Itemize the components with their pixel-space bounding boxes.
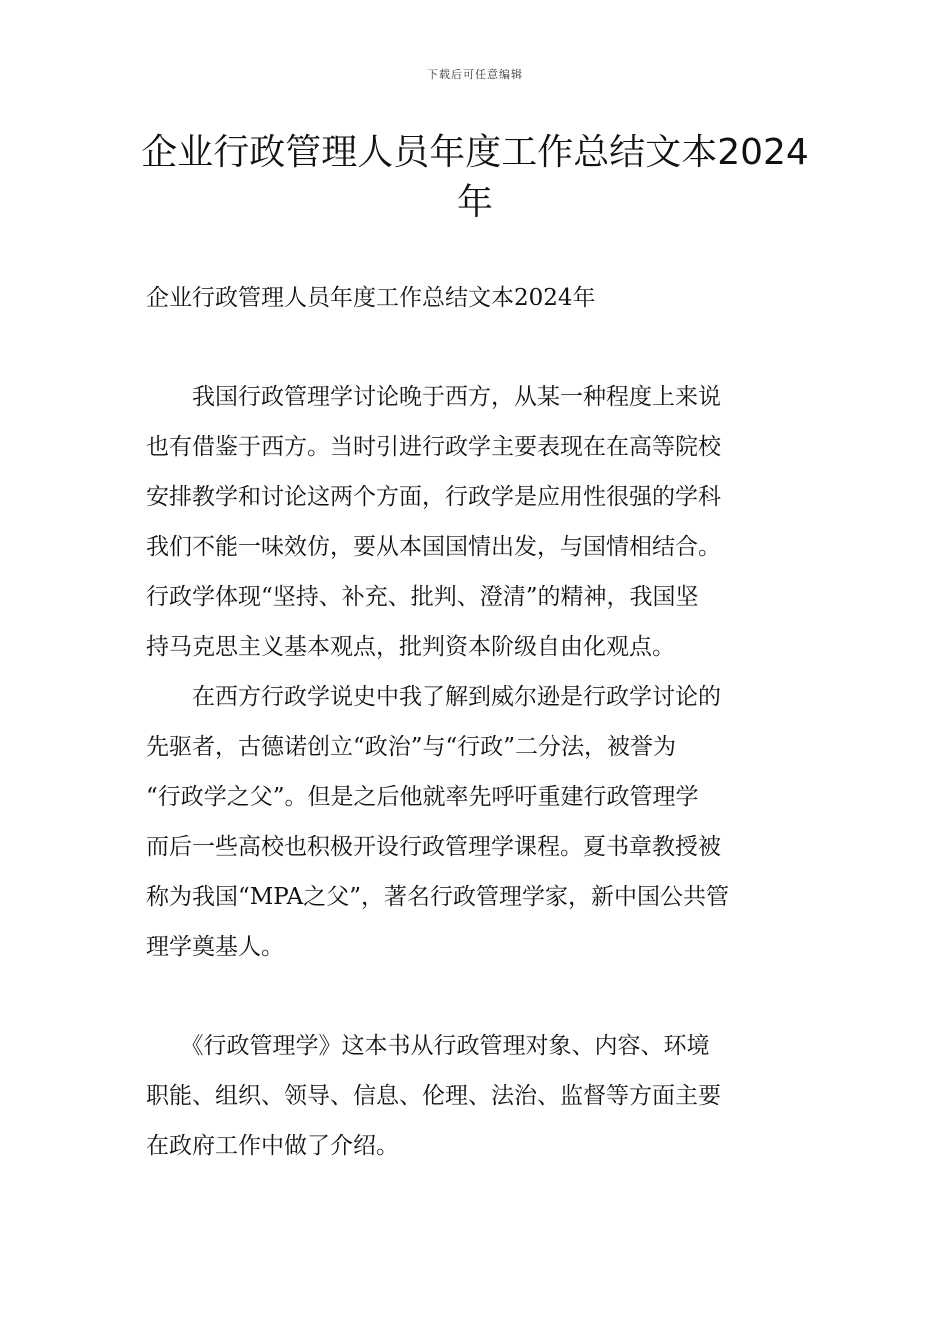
paragraph-1 [146, 372, 811, 672]
paragraph-2 [146, 672, 811, 972]
paragraph-line: 行政学体现“坚持、补充、批判、澄清”的精神，我国坚 [146, 584, 699, 610]
paragraph-line: 理学奠基人。 [146, 934, 284, 960]
paragraph-line: 持马克思主义基本观点，批判资本阶级自由化观点。 [146, 634, 675, 660]
paragraph-line: 我国行政管理学讨论晚于西方，从某一种程度上来说 [146, 384, 721, 410]
paragraph-line: 职能、组织、领导、信息、伦理、法治、监督等方面主要 [146, 1083, 721, 1109]
paragraph-line: 而后一些高校也积极开设行政管理学课程。夏书章教授被 [146, 834, 721, 860]
paragraph-line: 安排教学和讨论这两个方面，行政学是应用性很强的学科 [146, 484, 721, 510]
paragraph-line: “行政学之父”。但是之后他就率先呼吁重建行政管理学 [146, 784, 699, 810]
paragraph-line: 称为我国“MPA之父”，著名行政管理学家，新中国公共管 [146, 884, 730, 910]
paragraph-line: 我们不能一味效仿，要从本国国情出发，与国情相结合。 [146, 534, 721, 560]
paragraph-line: 《行政管理学》这本书从行政管理对象、内容、环境 [146, 1033, 710, 1059]
paragraph-line: 在政府工作中做了介绍。 [146, 1133, 399, 1159]
document-subtitle: 企业行政管理人员年度工作总结文本2024年 [146, 285, 596, 311]
header-note: 下载后可任意编辑 [427, 68, 523, 81]
paragraph-3 [146, 1021, 811, 1171]
paragraph-line: 在西方行政学说史中我了解到威尔逊是行政学讨论的 [146, 684, 721, 710]
title-line-2: 年 [456, 182, 493, 223]
paragraph-line: 先驱者，古德诺创立“政治”与“行政”二分法，被誉为 [146, 734, 677, 760]
title-line-1: 企业行政管理人员年度工作总结文本2024 [141, 132, 809, 173]
document-title [120, 128, 830, 228]
paragraph-line: 也有借鉴于西方。当时引进行政学主要表现在在高等院校 [146, 434, 721, 460]
